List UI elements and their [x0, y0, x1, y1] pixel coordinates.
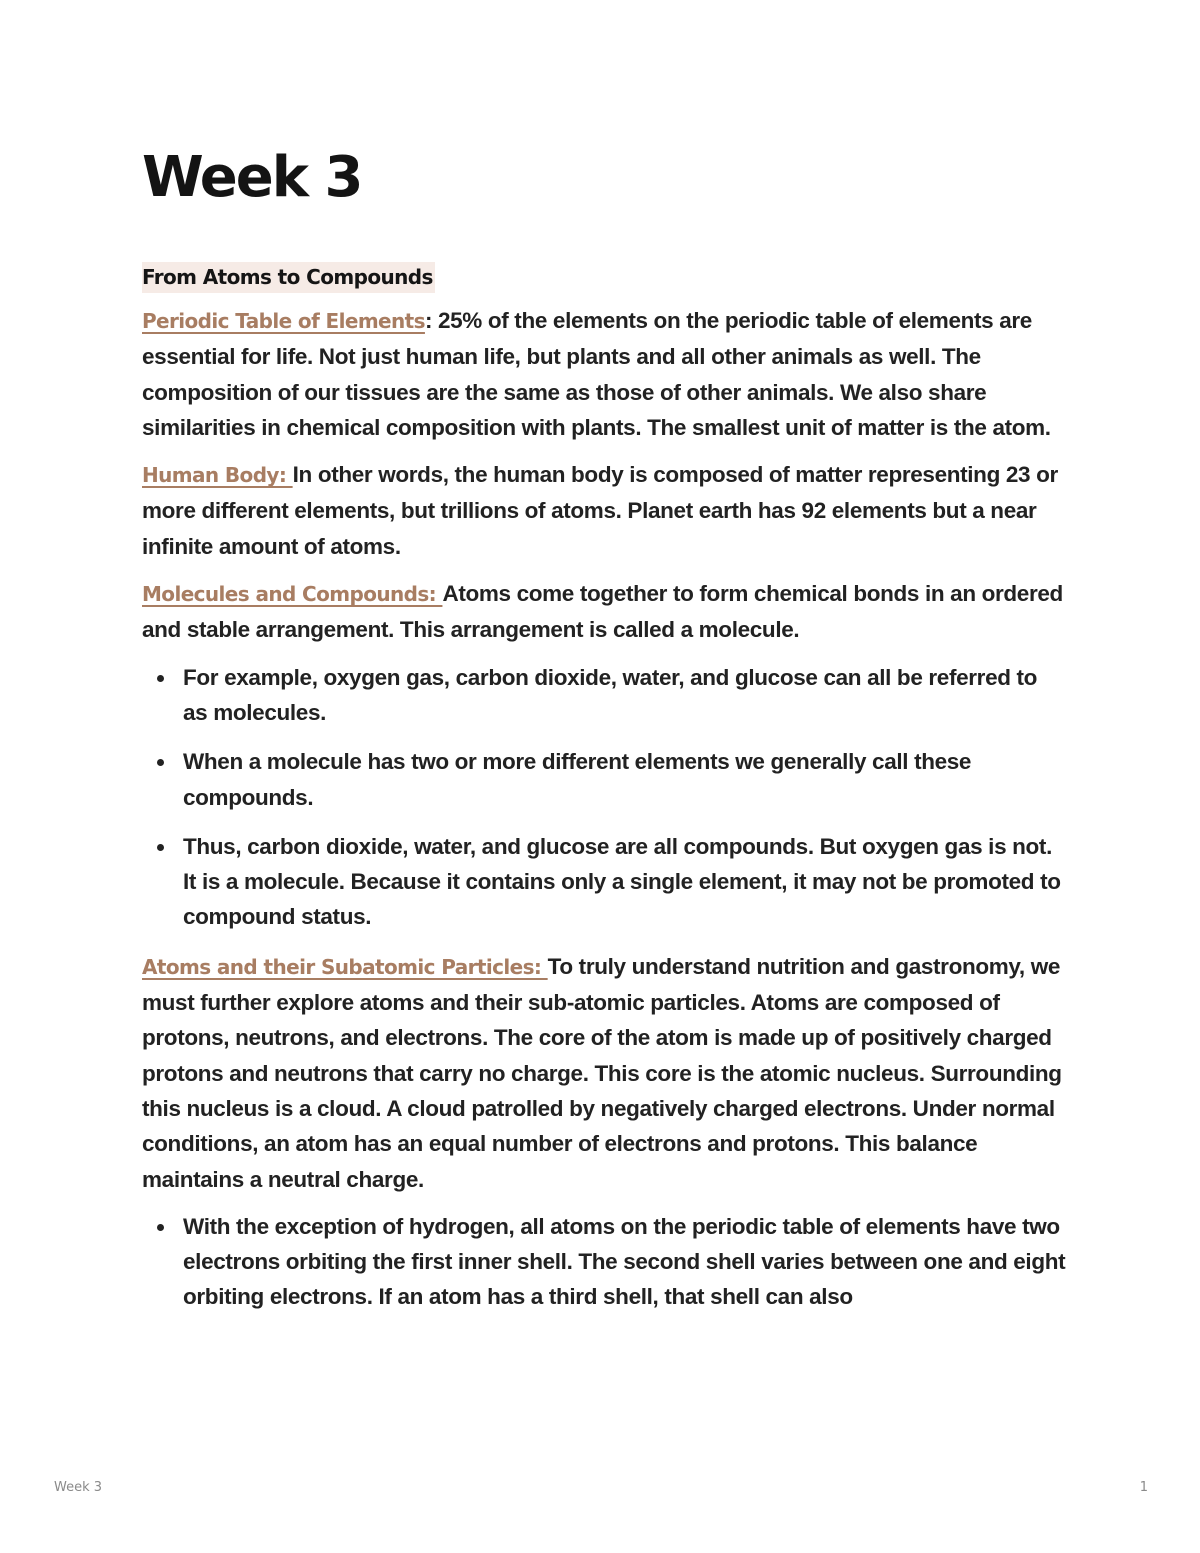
bullet-dot — [157, 1224, 164, 1231]
paragraph-human-body — [142, 457, 1067, 564]
atom-bullet-list — [142, 1209, 1067, 1315]
term-molecules-compounds: Molecules and Compounds: — [142, 582, 443, 607]
list-item — [142, 660, 1067, 731]
paragraph-atoms-text: To truly understand nutrition and gastronomy, we must further explore atoms and their sub-atomic particles. Atoms are composed of protons, neutrons, and electrons. The core of the atom is made up of positively charged protons and neutrons that carry no charge. This core is the atomic nucleus. Surrounding this nucleus is a cloud. A cloud patrolled by negatively charged electrons. Under normal conditions, an atom has an equal number of electrons and protons. This balance maintains a neutral charge. — [142, 953, 1062, 1192]
term-atoms-subatomic: Atoms and their Subatomic Particles: — [142, 954, 548, 979]
term-human-body: Human Body: — [142, 463, 293, 488]
list-item-text: When a molecule has two or more different elements we generally call these compounds. — [183, 749, 972, 810]
paragraph-human-body-text: In other words, the human body is composed of matter representing 23 or more different elements, but trillions of atoms. Planet earth has 92 elements but a near infinite amount of atoms. — [142, 462, 1058, 559]
paragraph-molecules-text: Atoms come together to form chemical bonds in an ordered and stable arrangement. This arrangement is called a molecule. — [142, 581, 1063, 643]
page-title: Week 3 — [142, 145, 362, 210]
list-item-text: For example, oxygen gas, carbon dioxide, water, and glucose can all be referred to as molecules. — [183, 664, 1038, 725]
molecule-bullet-list — [142, 660, 1067, 935]
document-body — [142, 259, 1067, 1329]
paragraph-molecules — [142, 576, 1067, 648]
list-item-text: Thus, carbon dioxide, water, and glucose are all compounds. But oxygen gas is not. It is a molecule. Because it contains only a single element, it may not be promoted to compound status. — [183, 833, 1061, 930]
paragraph-atoms-subatomic — [142, 949, 1067, 1197]
footer-page-number: 1 — [1139, 1480, 1148, 1495]
bullet-dot — [157, 844, 164, 851]
list-item-text-first-line: With the exception of hydrogen, all atoms on the periodic table of elements have two — [183, 1213, 1060, 1239]
list-item-text-second-line: electrons orbiting the first inner shell. The second shell varies between one and eight orbiting electrons. If an atom has a third shell, that shell can also — [183, 1249, 1066, 1310]
bullet-dot — [157, 759, 164, 766]
list-item — [142, 829, 1067, 935]
paragraph-periodic-text: : 25% of the elements on the periodic table of elements are essential for life. Not just human life, but plants and all other animals as well. The composition of our tissues are the same as those of other animals. We also share similarities in chemical composition with plants. The smallest unit of matter is the atom. — [142, 308, 1051, 440]
footer-document-name: Week 3 — [54, 1480, 103, 1495]
list-item — [142, 1209, 1067, 1315]
list-item — [142, 744, 1067, 815]
bullet-dot — [157, 675, 164, 682]
paragraph-periodic-table — [142, 303, 1067, 445]
section-heading: From Atoms to Compounds — [142, 262, 435, 293]
term-periodic-table: Periodic Table of Elements — [142, 309, 425, 333]
